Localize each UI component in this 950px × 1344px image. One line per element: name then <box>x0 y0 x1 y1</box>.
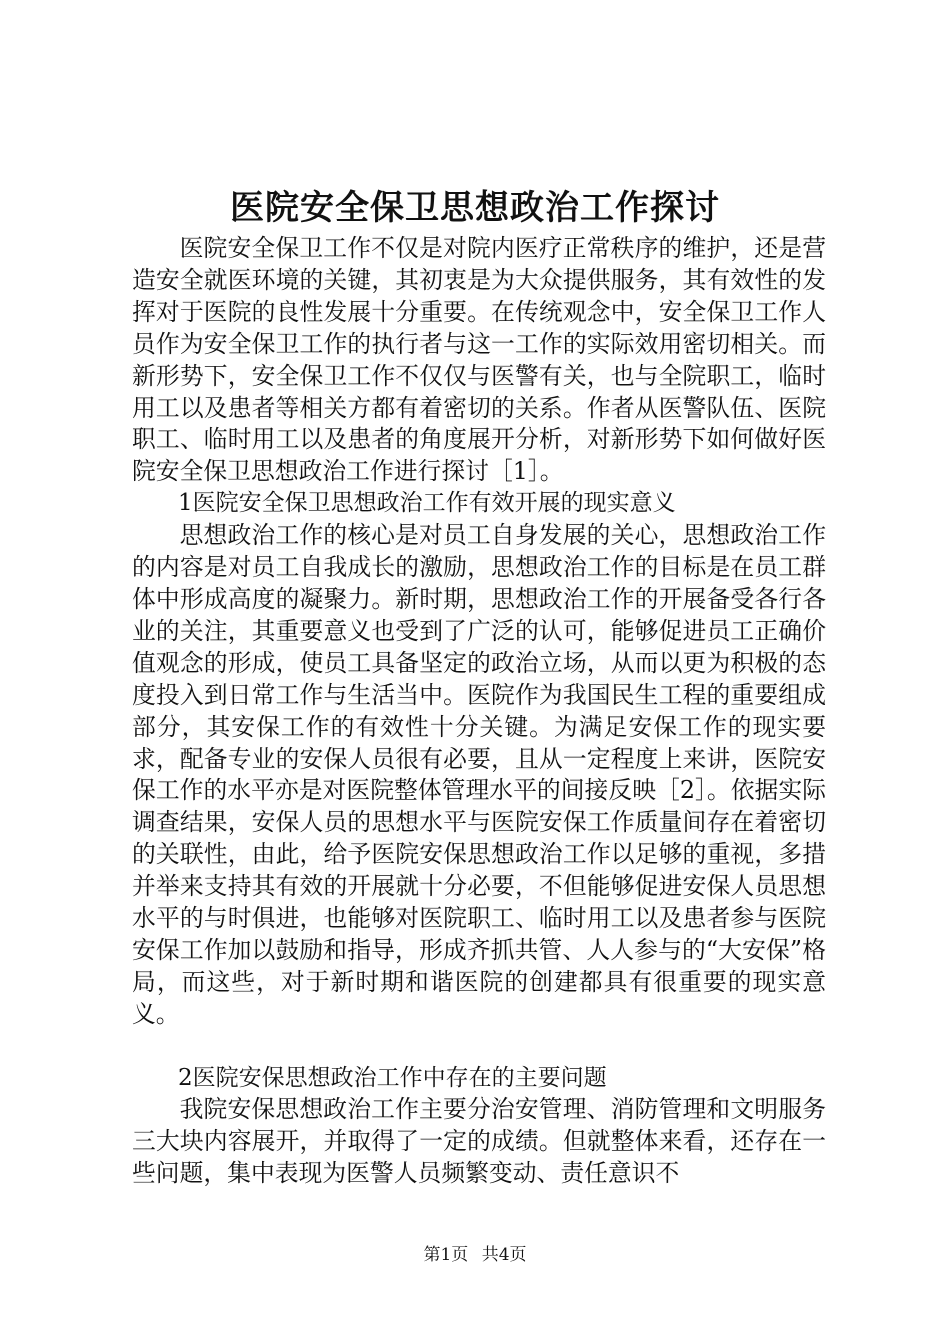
paragraph-section-1: 思想政治工作的核心是对员工自身发展的关心，思想政治工作的内容是对员工自我成长的激励，思想政治工作的目标是在员工群体中形成高度的凝聚力。新时期，思想政治工作的开展备受各行各业的关注，其重要意义也受到了广泛的认可，能够促进员工正确价值观念的形成，使员工具备坚定的政治立场，从而以更为积极的态度投入到日常工作与生活当中。医院作为我国民生工程的重要组成部分，其安保工作的有效性十分关键。为满足安保工作的现实要求，配备专业的安保人员很有必要，且从一定程度上来讲，医院安保工作的水平亦是对医院整体管理水平的间接反映［2］。依据实际调查结果，安保人员的思想水平与医院安保工作质量间存在着密切的关联性，由此，给予医院安保思想政治工作以足够的重视，多措并举来支持其有效的开展就十分必要，不但能够促进安保人员思想水平的与时俱进，也能够对医院职工、临时用工以及患者参与医院安保工作加以鼓励和指导，形成齐抓共管、人人参与的“大安保”格局，而这些，对于新时期和谐医院的创建都具有很重要的现实意义。 <box>132 521 826 1028</box>
page-total: 共4页 <box>481 1245 527 1265</box>
document-body <box>132 233 826 1190</box>
document-title: 医院安全保卫思想政治工作探讨 <box>230 188 720 228</box>
paragraph-intro: 医院安全保卫工作不仅是对院内医疗正常秩序的维护，还是营造安全就医环境的关键，其初衷是为大众提供服务，其有效性的发挥对于医院的良性发展十分重要。在传统观念中，安全保卫工作人员作为安全保卫工作的执行者与这一工作的实际效用密切相关。而新形势下，安全保卫工作不仅仅与医警有关，也与全院职工，临时用工以及患者等相关方都有着密切的关系。作者从医警队伍、医院职工、临时用工以及患者的角度展开分析，对新形势下如何做好医院安全保卫思想政治工作进行探讨［1］。 <box>132 234 826 486</box>
paragraph-section-2: 我院安保思想政治工作主要分治安管理、消防管理和文明服务三大块内容展开，并取得了一定的成绩。但就整体来看，还存在一些问题，集中表现为医警人员频繁变动、责任意识不 <box>132 1095 826 1188</box>
page-footer <box>0 1244 950 1266</box>
paragraph-spacer <box>132 1031 826 1063</box>
section-heading-1: 1医院安全保卫思想政治工作有效开展的现实意义 <box>178 490 676 517</box>
page-number: 第1页 <box>423 1245 469 1265</box>
section-heading-2: 2医院安保思想政治工作中存在的主要问题 <box>178 1064 607 1091</box>
